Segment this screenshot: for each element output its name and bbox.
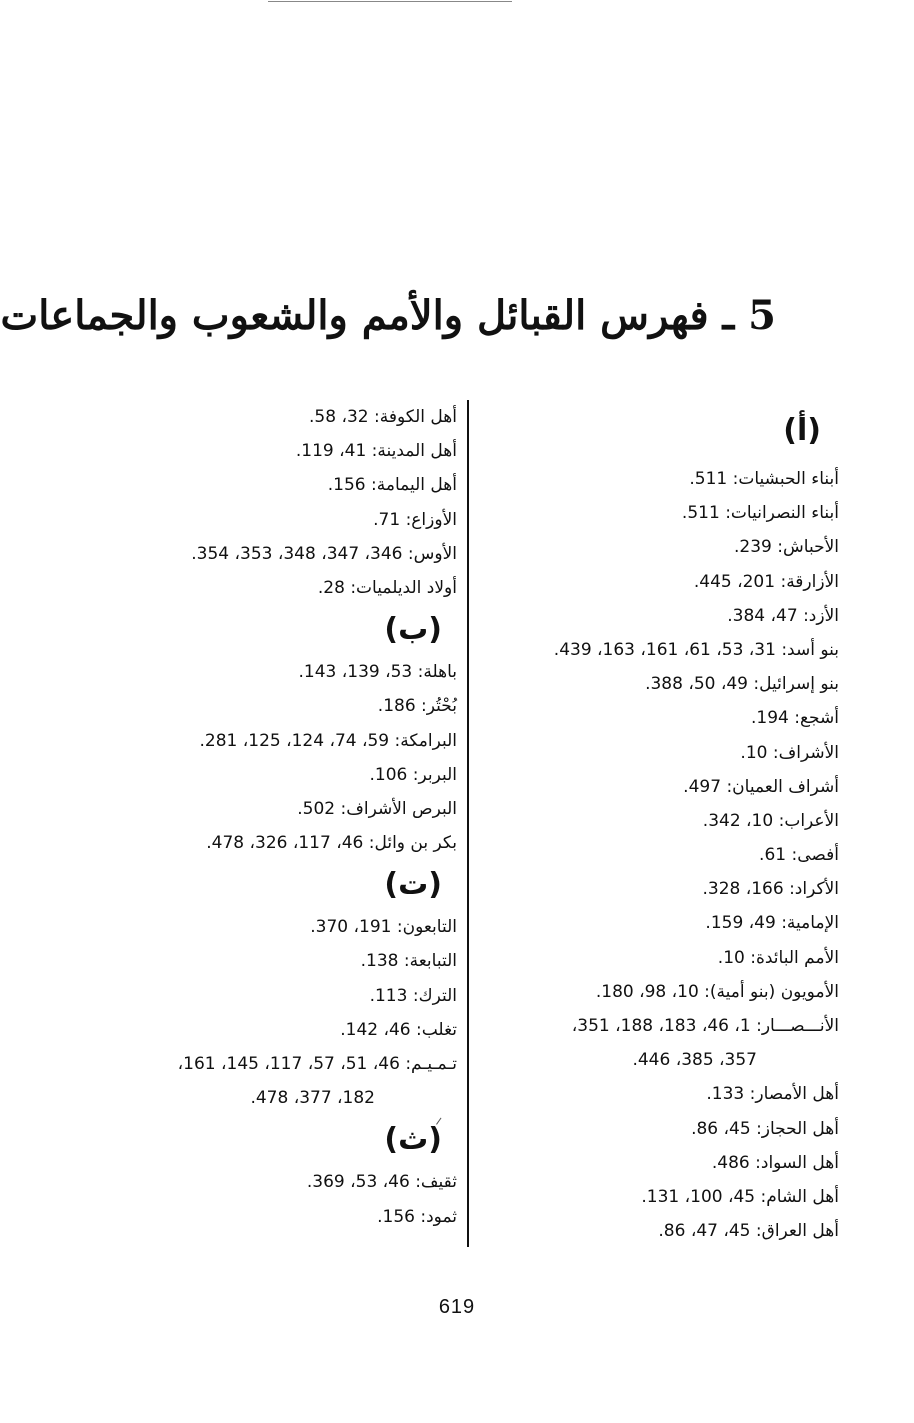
index-entry <box>77 979 457 1013</box>
index-entry <box>77 537 457 571</box>
entry-term: أولاد الديلميات: <box>350 577 457 598</box>
entry-pages: 46، 53، 369. <box>306 1172 410 1193</box>
entry-pages: 61. <box>759 845 787 866</box>
index-entry <box>77 1165 457 1199</box>
index-entry <box>449 770 839 804</box>
entry-term: التبابعة: <box>403 951 457 972</box>
entry-term: تـمـيـم: <box>405 1054 457 1074</box>
entry-term: أبناء النصرانيات: <box>725 503 839 524</box>
entry-term: الأنـــصـــار: <box>756 1016 839 1036</box>
index-entry <box>449 1214 839 1248</box>
entry-pages: 166، 328. <box>702 879 784 900</box>
entry-term: الأوزاع: <box>405 509 457 530</box>
index-entry <box>449 1112 839 1146</box>
entry-pages: 502. <box>297 798 336 819</box>
entry-pages: 113. <box>369 985 408 1006</box>
index-entry <box>77 758 457 792</box>
entry-term: أشجع: <box>794 708 839 729</box>
entry-pages: 486. <box>711 1152 750 1173</box>
index-entry <box>449 496 839 530</box>
entry-term: الأوس: <box>407 543 457 564</box>
entry-pages: 156. <box>327 475 366 496</box>
entry-pages: 45، 47، 86. <box>658 1221 751 1242</box>
letter-heading: (ت) <box>384 867 442 903</box>
entry-pages: 511. <box>689 469 728 489</box>
index-entry <box>449 736 839 770</box>
index-entry <box>449 530 839 564</box>
index-entry <box>449 701 839 735</box>
index-entry <box>77 689 457 723</box>
index-entry-continuation <box>77 1081 457 1115</box>
letter-heading: (أ) <box>783 413 821 448</box>
index-entry <box>77 910 457 944</box>
entry-pages: 138. <box>360 951 399 972</box>
entry-term: أهل السواد: <box>755 1152 839 1173</box>
top-rule <box>268 1 512 2</box>
index-entry <box>77 724 457 758</box>
entry-pages: 191، 370. <box>310 917 392 938</box>
page-title: 5 ـ فهرس القبائل والأمم والشعوب والجماعات <box>0 292 776 339</box>
index-entry <box>449 667 839 701</box>
index-entry <box>77 655 457 689</box>
index-entry <box>449 838 839 872</box>
index-entry <box>77 571 457 605</box>
entry-term: الأزارقة: <box>780 571 839 592</box>
entry-pages: 49، 159. <box>705 913 776 934</box>
entry-pages: 497. <box>683 776 722 797</box>
entry-term: الترك: <box>412 985 457 1006</box>
entry-pages: 46، 117، 326، 478. <box>206 833 364 854</box>
entry-term: الأزد: <box>803 605 839 626</box>
index-entry <box>77 503 457 537</box>
entry-pages: 46، 142. <box>340 1019 411 1040</box>
entry-term: أهل اليمامة: <box>371 475 457 496</box>
entry-term: ثقيف: <box>415 1172 457 1193</box>
entry-pages: 133. <box>706 1084 745 1105</box>
index-entry <box>449 1180 839 1214</box>
entry-term: أهل العراق: <box>755 1221 839 1242</box>
entry-term: أهل الأمصار: <box>749 1084 839 1105</box>
entry-pages: 156. <box>377 1206 415 1227</box>
index-entry <box>77 826 457 860</box>
letter-heading: (ب) <box>384 612 442 648</box>
column-divider <box>467 400 469 1247</box>
index-entry <box>77 944 457 978</box>
entry-term: الأشراف: <box>772 742 839 763</box>
entry-term: بنو إسرائيل: <box>753 674 839 695</box>
entry-pages: 10. <box>717 947 745 968</box>
entry-term: أبناء الحبشيات: <box>732 469 839 489</box>
entry-pages: 182، 377، 478. <box>250 1088 375 1109</box>
entry-term: أهل الشام: <box>760 1186 839 1207</box>
index-entry <box>449 1009 839 1043</box>
index-entry <box>77 468 457 502</box>
entry-term: البرص الأشراف: <box>340 798 457 819</box>
entry-pages: 239. <box>734 537 772 558</box>
index-entry <box>449 462 839 496</box>
entry-pages: 346، 347، 348، 353، 354. <box>191 543 403 564</box>
entry-pages: 194. <box>751 708 789 729</box>
index-entry <box>449 906 839 940</box>
index-column-left <box>77 400 457 1234</box>
index-entry <box>77 434 457 468</box>
entry-term: تغلب: <box>416 1019 457 1040</box>
entry-pages: 186. <box>377 696 416 717</box>
entry-pages: 511. <box>681 503 720 524</box>
index-entry <box>77 792 457 826</box>
entry-pages: 45، 100، 131. <box>641 1186 756 1207</box>
entry-term: باهلة: <box>417 662 457 683</box>
entry-term: بُحْتُر: <box>421 696 457 717</box>
entry-pages: 106. <box>369 764 408 785</box>
entry-pages: 59، 74، 124، 125، 281. <box>199 730 390 751</box>
index-entry <box>449 633 839 667</box>
entry-term: الأحباش: <box>777 537 839 558</box>
entry-term: ثمود: <box>420 1206 457 1227</box>
entry-term: بكر بن وائل: <box>368 833 457 854</box>
index-entry <box>77 1013 457 1047</box>
entry-pages: 31، 53، 61، 161، 163، 439. <box>553 639 776 660</box>
index-entry <box>449 599 839 633</box>
entry-term: الأكراد: <box>789 879 839 900</box>
entry-pages: 1، 46، 183، 188، 351، <box>571 1016 751 1036</box>
index-entry <box>449 872 839 906</box>
entry-pages: 10. <box>740 742 768 763</box>
page-number: 619 <box>438 1296 476 1318</box>
index-entry <box>449 1077 839 1111</box>
entry-pages: 10، 98، 180. <box>595 981 699 1002</box>
entry-term: أهل الكوفة: <box>373 407 457 427</box>
index-entry <box>449 975 839 1009</box>
entry-pages: 71. <box>373 509 401 530</box>
index-entry <box>77 1200 457 1234</box>
entry-pages: 10، 342. <box>702 810 774 831</box>
entry-pages: 32، 58. <box>309 407 369 427</box>
entry-term: الإمامية: <box>781 913 839 934</box>
entry-pages: 45، 86. <box>691 1118 751 1139</box>
index-column-right <box>449 400 839 1248</box>
index-entry <box>449 941 839 975</box>
entry-term: أهل الحجاز: <box>756 1118 839 1139</box>
entry-term: بنو أسد: <box>781 639 839 660</box>
entry-term: أهل المدينة: <box>371 441 457 462</box>
entry-pages: 47، 384. <box>727 605 798 626</box>
entry-term: الأمم البائدة: <box>750 947 839 968</box>
entry-term: البربر: <box>412 764 457 785</box>
entry-term: الأعراب: <box>778 810 839 831</box>
index-entry-continuation <box>449 1043 839 1077</box>
entry-term: أشراف العميان: <box>726 776 839 797</box>
entry-term: البرامكة: <box>394 730 457 751</box>
index-entry <box>449 804 839 838</box>
index-entry <box>449 1146 839 1180</box>
entry-pages: 49، 50، 388. <box>645 674 748 695</box>
entry-term: التابعون: <box>396 917 457 938</box>
entry-pages: 46، 51، 57، 117، 145، 161، <box>177 1054 400 1074</box>
entry-pages: 41، 119. <box>295 441 367 462</box>
index-entry <box>449 565 839 599</box>
entry-pages: 357، 385، 446. <box>632 1050 757 1071</box>
entry-pages: 28. <box>317 577 345 598</box>
index-entry <box>77 400 457 434</box>
entry-pages: 201، 445. <box>693 571 776 592</box>
letter-heading: (ث) <box>384 1122 442 1158</box>
entry-term: الأمويون (بنو أمية): <box>704 981 839 1002</box>
entry-term: أفصى: <box>791 845 839 866</box>
index-entry <box>77 1047 457 1081</box>
entry-pages: 53، 139، 143. <box>298 662 413 683</box>
